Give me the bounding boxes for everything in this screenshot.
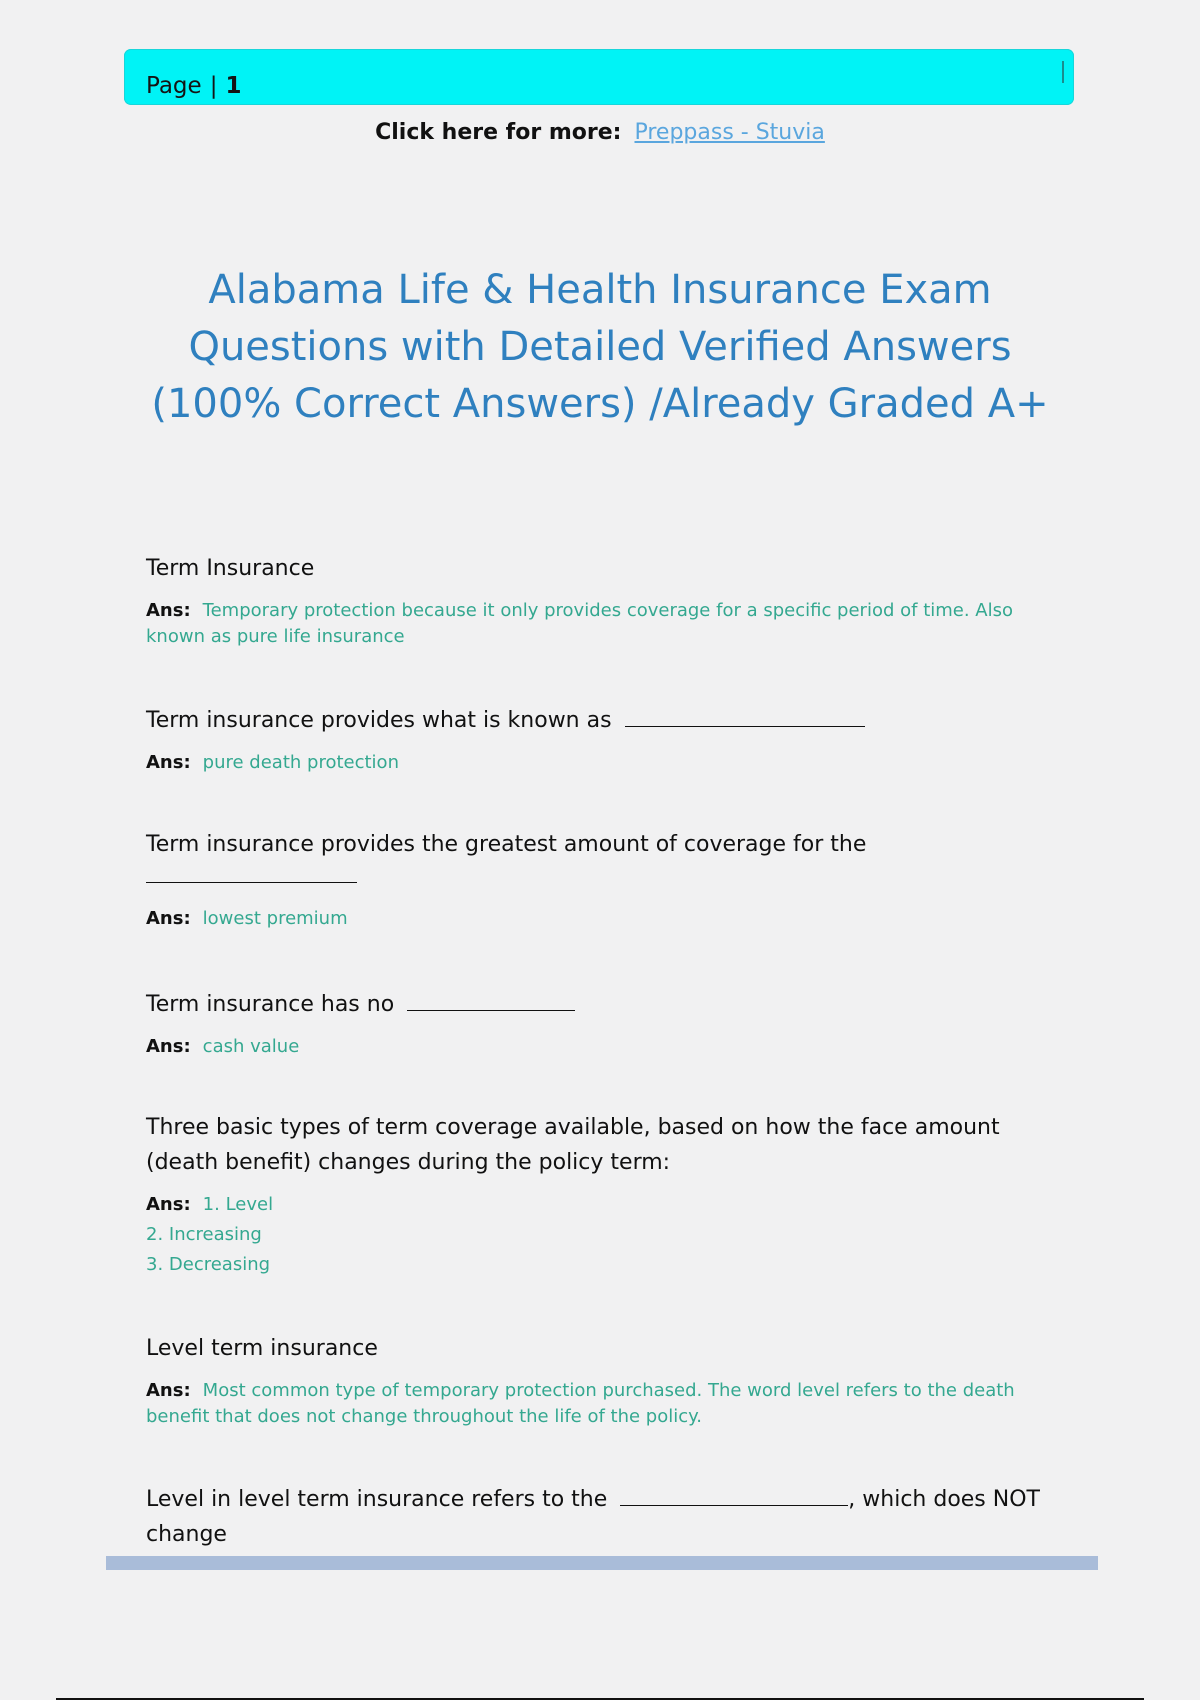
answer-blank xyxy=(146,862,357,883)
question: Term Insurance xyxy=(146,556,315,581)
answer-prefix: Ans: xyxy=(146,1194,191,1215)
answer-prefix: Ans: xyxy=(146,1380,191,1401)
answer-blank xyxy=(407,990,575,1011)
question xyxy=(146,1482,1046,1552)
question-text: Term insurance provides the greatest amount of coverage for the xyxy=(146,832,867,857)
header-edge-mark xyxy=(1062,61,1064,83)
qa-item xyxy=(146,1331,1046,1430)
question-text-before: Level in level term insurance refers to the xyxy=(146,1487,608,1512)
page-header-bar xyxy=(124,49,1074,105)
qa-item xyxy=(146,1482,1046,1552)
blank-row xyxy=(146,862,1046,888)
bottom-divider xyxy=(106,1556,1098,1570)
answer xyxy=(146,598,1046,650)
page-number: 1 xyxy=(225,73,242,99)
question: Level term insurance xyxy=(146,1336,378,1361)
page-label-text: Page xyxy=(146,73,202,99)
qa-item xyxy=(146,703,1046,776)
more-label: Click here for more: xyxy=(375,120,622,145)
question xyxy=(146,827,1046,862)
question: Three basic types of term coverage available, based on how the face amount (death benefit) changes during the policy term: xyxy=(146,1115,1000,1175)
answer-line xyxy=(146,1190,1046,1220)
answer-text: pure death protection xyxy=(202,752,399,773)
answer-prefix: Ans: xyxy=(146,1036,191,1057)
answer-blank xyxy=(620,1485,848,1506)
page-label xyxy=(146,73,241,99)
answer-text: Most common type of temporary protection purchased. The word level refers to the death benefit that does not change throughout the life of the policy. xyxy=(146,1380,1015,1427)
question xyxy=(146,987,1046,1022)
qa-item xyxy=(146,827,1046,932)
qa-item xyxy=(146,551,1046,650)
answer xyxy=(146,906,1046,932)
question-text: Term insurance has no xyxy=(146,992,395,1017)
page-label-separator: | xyxy=(209,73,218,99)
answer-text: Temporary protection because it only provides coverage for a specific period of time. Also known as pure life insurance xyxy=(146,600,1014,647)
question-text: Term insurance provides what is known as xyxy=(146,708,612,733)
question-text-after: , which does NOT change xyxy=(146,1487,1040,1547)
qa-item xyxy=(146,1110,1046,1280)
answer-prefix: Ans: xyxy=(146,600,191,621)
answer-line: 2. Increasing xyxy=(146,1224,262,1245)
answer xyxy=(146,1190,1046,1280)
document-title: Alabama Life & Health Insurance Exam Questions with Detailed Verified Answers (100% Correct Answers) /Already Graded A+ xyxy=(151,267,1049,427)
answer-line-text: 1. Level xyxy=(202,1194,274,1215)
answer-line: 3. Decreasing xyxy=(146,1254,271,1275)
answer xyxy=(146,1378,1046,1430)
answer xyxy=(146,1034,1046,1060)
more-line xyxy=(0,120,1200,145)
answer-prefix: Ans: xyxy=(146,908,191,929)
answer-prefix: Ans: xyxy=(146,752,191,773)
stuvia-link[interactable]: Preppass - Stuvia xyxy=(634,120,825,145)
answer-text: lowest premium xyxy=(202,908,348,929)
answer-text: cash value xyxy=(202,1036,300,1057)
answer xyxy=(146,750,1046,776)
question xyxy=(146,703,1046,738)
answer-blank xyxy=(625,706,865,727)
qa-item xyxy=(146,987,1046,1060)
